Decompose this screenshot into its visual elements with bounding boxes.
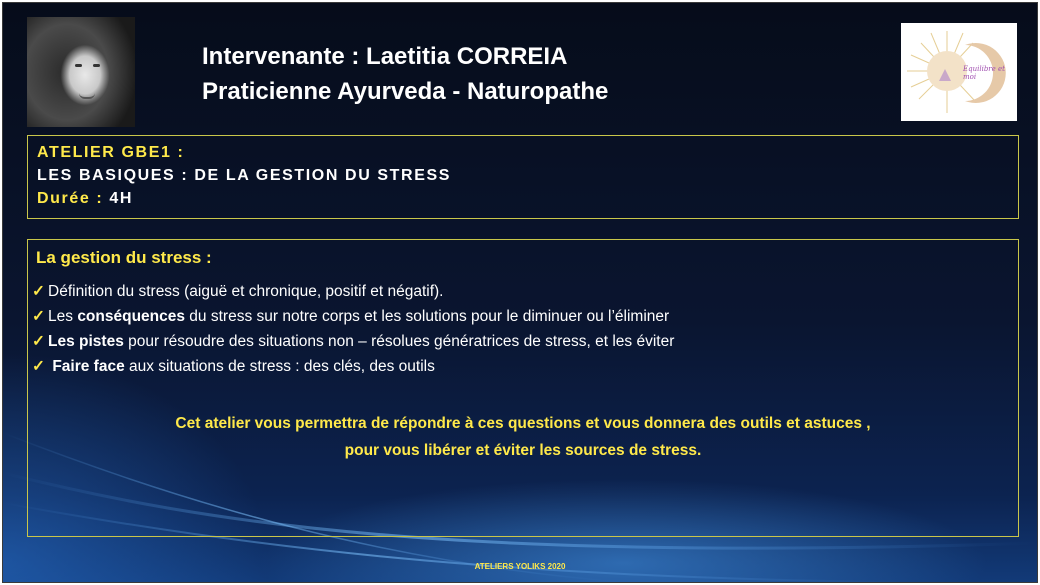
- content-box: [27, 239, 1019, 537]
- workshop-subtitle: LES BASIQUES : DE LA GESTION DU STRESS: [37, 167, 452, 184]
- call-to-action: [28, 410, 1018, 464]
- footer-text: ATELIERS YOLIKS 2020: [474, 562, 566, 571]
- list-item: ✓ Faire face aux situations de stress : des clés, des outils: [32, 358, 435, 375]
- workshop-duration: [37, 190, 133, 208]
- slide: [2, 2, 1038, 583]
- list-item: ✓ Les pistes pour résoudre des situations non – résolues génératrices de stress, et les éviter: [32, 333, 675, 350]
- section-heading: La gestion du stress :: [36, 248, 212, 267]
- duration-label: Durée :: [37, 190, 104, 207]
- cta-line-1: Cet atelier vous permettra de répondre à ces questions et vous donnera des outils et astuces ,: [175, 415, 871, 432]
- check-icon: ✓: [32, 333, 45, 350]
- bullet-list: [32, 279, 674, 379]
- check-icon: ✓: [32, 308, 45, 325]
- list-item: ✓ Les conséquences du stress sur notre corps et les solutions pour le diminuer ou l’éliminer: [32, 308, 670, 325]
- workshop-info-box: [27, 135, 1019, 219]
- logo-text: Equilibre et moi: [963, 65, 1005, 81]
- speaker-name: Intervenante : Laetitia CORREIA: [202, 43, 568, 70]
- check-icon: ✓: [32, 358, 45, 375]
- speaker-profession: Praticienne Ayurveda - Naturopathe: [202, 78, 609, 105]
- duration-value: 4H: [109, 190, 134, 207]
- workshop-code: ATELIER GBE1 :: [37, 144, 185, 161]
- list-item: ✓ Définition du stress (aiguë et chronique, positif et négatif).: [32, 283, 444, 300]
- check-icon: ✓: [32, 283, 45, 300]
- speaker-photo: [27, 17, 135, 127]
- brand-logo: [901, 23, 1017, 121]
- page-title: [202, 39, 608, 109]
- cta-line-2: pour vous libérer et éviter les sources de stress.: [344, 442, 702, 459]
